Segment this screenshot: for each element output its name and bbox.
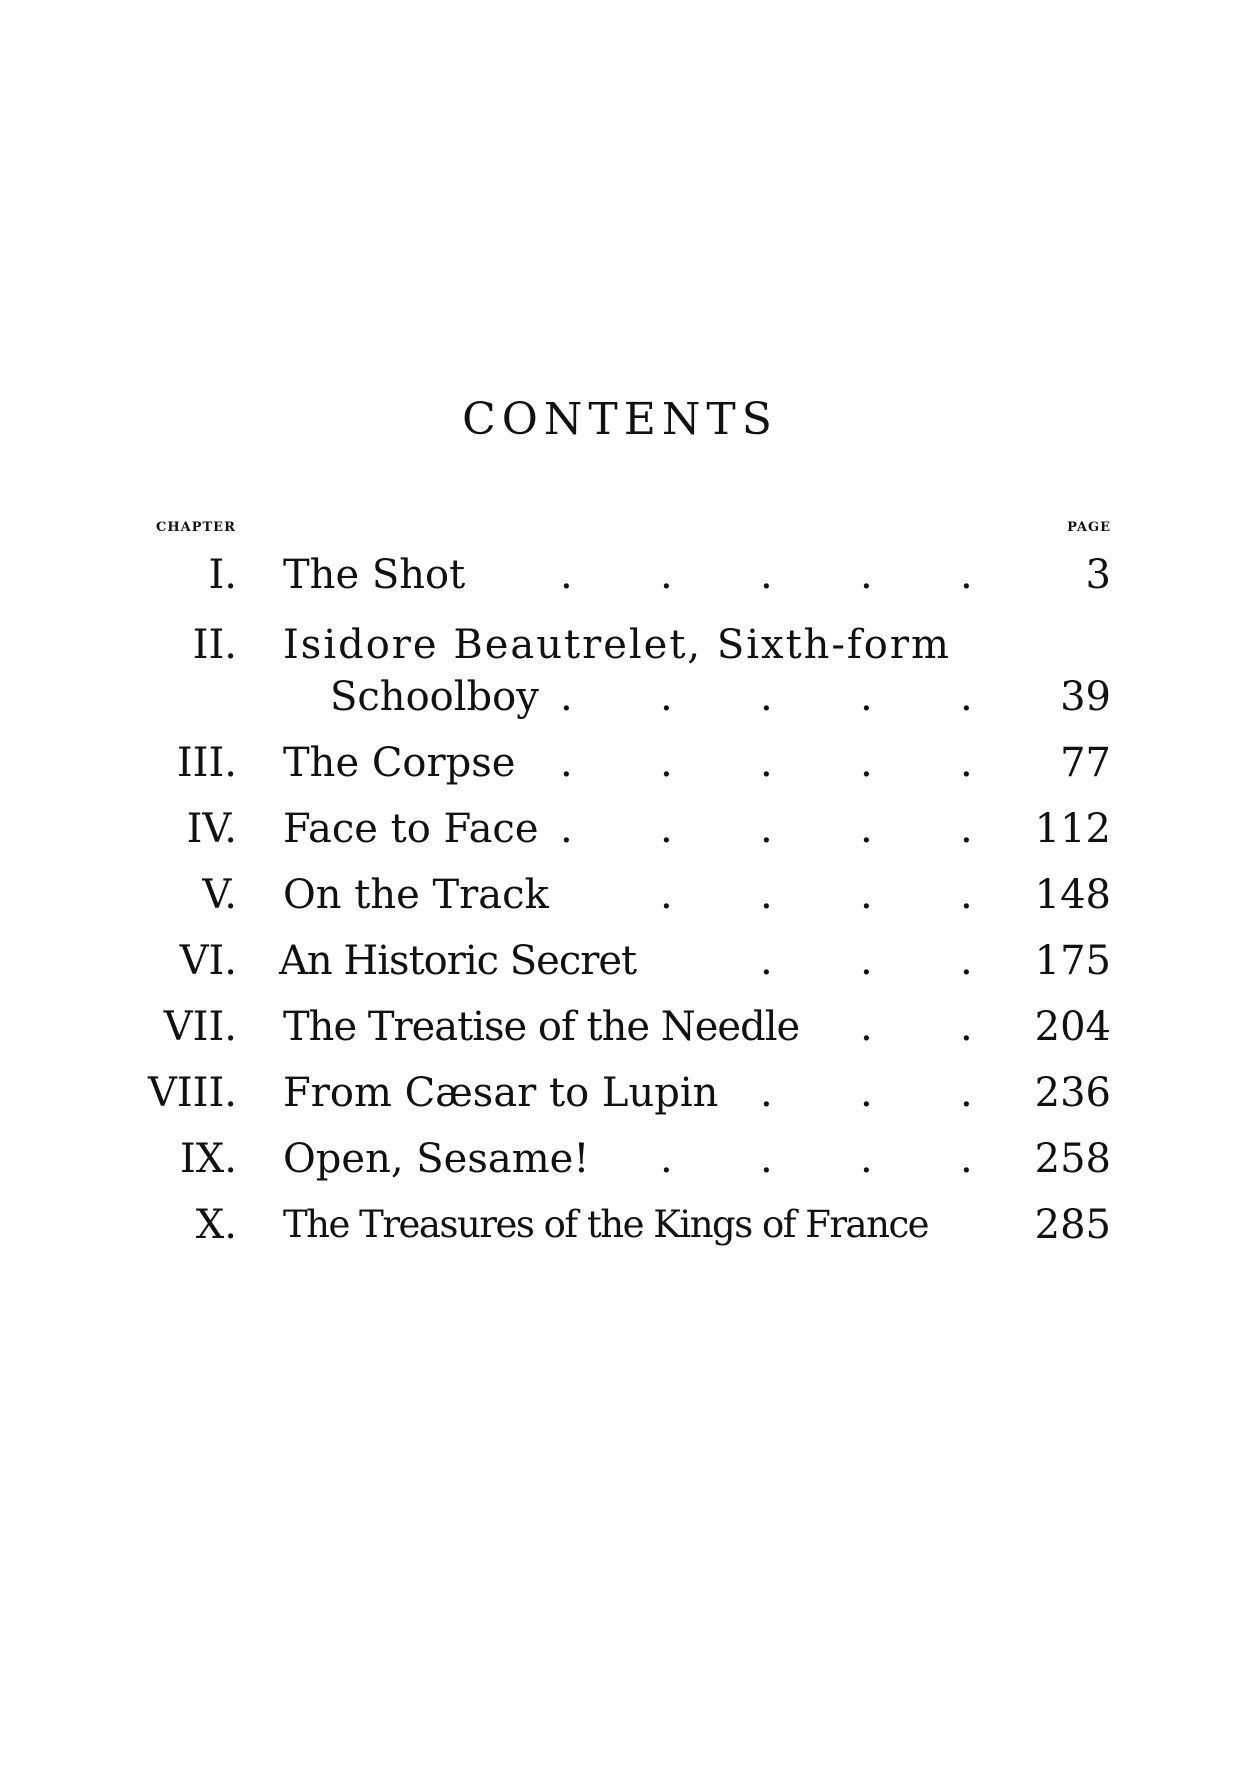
chapter-numeral: X.	[195, 1202, 237, 1248]
chapter-numeral: II.	[192, 622, 237, 668]
chapter-title: From Cæsar to Lupin	[283, 1070, 719, 1116]
chapter-title: The Treatise of the Needle	[283, 1004, 800, 1050]
toc-entry[interactable]	[0, 1195, 1259, 1255]
toc-entry-continuation[interactable]: Schoolboy . . . . . 39	[0, 667, 1259, 727]
page-number: 77	[1060, 740, 1111, 786]
chapter-numeral: V.	[202, 872, 237, 918]
chapter-numeral: VII.	[163, 1004, 237, 1050]
chapter-title-continuation: Schoolboy	[330, 674, 539, 720]
toc-entry[interactable]: V. On the Track . . . . 148	[0, 865, 1259, 925]
toc-entry[interactable]: I. The Shot . . . . . 3	[0, 545, 1259, 605]
toc-entry[interactable]: VIII. From Cæsar to Lupin . . . 236	[0, 1063, 1259, 1123]
chapter-title: On the Track	[283, 872, 549, 918]
toc-entry[interactable]: III. The Corpse . . . . . 77	[0, 733, 1259, 793]
page-number: 236	[1034, 1070, 1111, 1116]
chapter-numeral: IX.	[180, 1136, 237, 1182]
page-number: 258	[1034, 1136, 1111, 1182]
chapter-numeral: IV.	[186, 806, 237, 852]
chapter-title: Face to Face	[283, 806, 539, 852]
toc-entry[interactable]: IX. Open, Sesame! . . . . 258	[0, 1129, 1259, 1189]
chapter-numeral: III.	[176, 740, 237, 786]
chapter-column-header: CHAPTER	[156, 520, 236, 535]
chapter-title: The Corpse	[283, 740, 516, 786]
chapter-title: Isidore Beautrelet, Sixth-form	[283, 622, 951, 668]
toc-entry[interactable]: VII. The Treatise of the Needle . . 204	[0, 997, 1259, 1057]
page-number: 148	[1034, 872, 1111, 918]
page-number: 204	[1034, 1004, 1111, 1050]
page-number: 285	[1034, 1202, 1111, 1248]
toc-entry[interactable]	[0, 615, 1259, 675]
page-number: 112	[1034, 806, 1111, 852]
page-number: 39	[1060, 674, 1111, 720]
page-title: CONTENTS	[462, 394, 778, 445]
page-number: 175	[1034, 938, 1111, 984]
chapter-numeral: VIII.	[147, 1070, 237, 1116]
toc-entry[interactable]: IV. Face to Face . . . . . 112	[0, 799, 1259, 859]
chapter-title: The Shot	[283, 552, 466, 598]
page-number: 3	[1085, 552, 1111, 598]
chapter-title: The Treasures of the Kings of France	[283, 1203, 929, 1246]
page-column-header: PAGE	[1067, 520, 1111, 535]
chapter-title: Open, Sesame!	[283, 1136, 590, 1182]
chapter-title: An Historic Secret	[279, 938, 637, 984]
chapter-numeral: I.	[208, 552, 237, 598]
chapter-numeral: VI.	[179, 938, 237, 984]
toc-entry[interactable]: VI. An Historic Secret . . . 175	[0, 931, 1259, 991]
